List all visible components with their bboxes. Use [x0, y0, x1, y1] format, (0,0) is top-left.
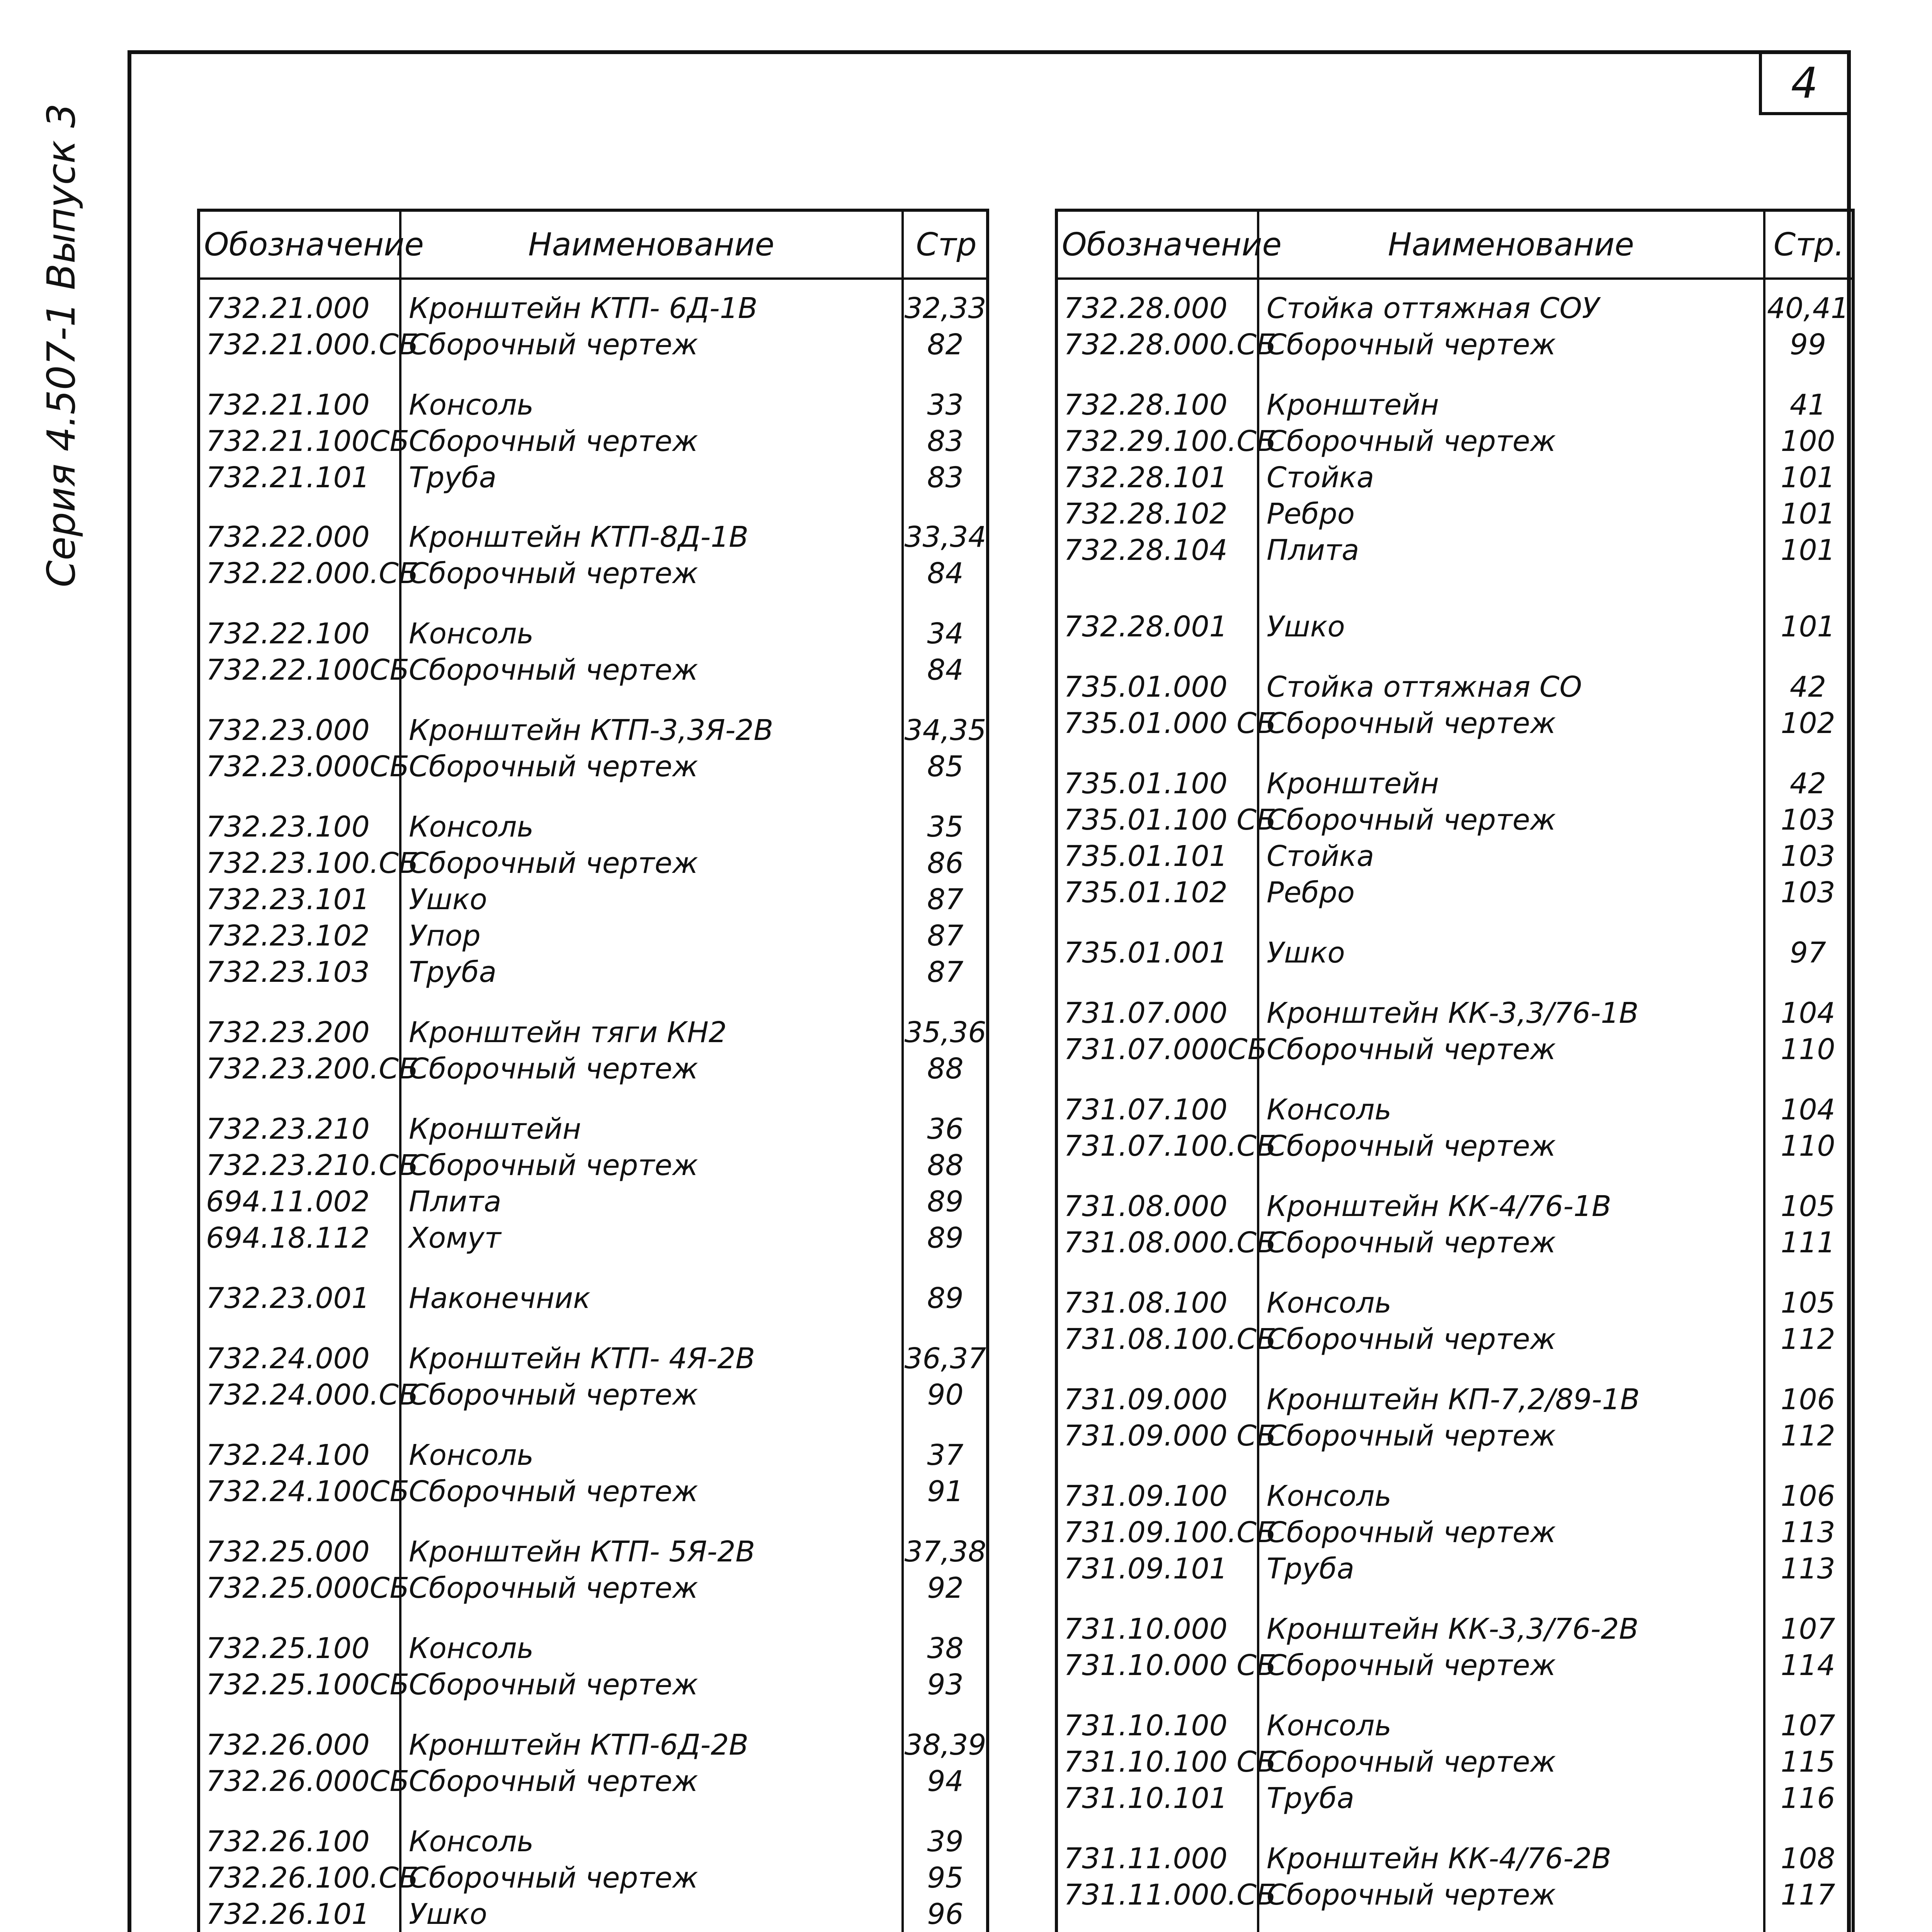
table-row: [200, 1665, 986, 1704]
item-code: 732.28.102: [1064, 497, 1228, 531]
series-label: Серия 4.507-1 Выпуск 3: [39, 103, 84, 587]
item-page: 101: [1781, 534, 1835, 567]
table-row: [200, 386, 986, 424]
item-code: 732.21.000.СБ: [206, 328, 418, 361]
table-row: [200, 458, 986, 497]
item-code: 732.24.100: [206, 1439, 370, 1472]
item-code: 731.08.100.СБ: [1064, 1323, 1276, 1356]
item-page: 40,41: [1767, 292, 1849, 325]
item-page: 82: [927, 328, 964, 361]
item-page: 103: [1781, 840, 1835, 873]
table-row: [1058, 873, 1852, 912]
item-code: 694.11.002: [206, 1185, 370, 1218]
header-code: Обозначение: [204, 226, 424, 263]
item-name: Упор: [409, 919, 481, 952]
contents-table-right: [1055, 209, 1855, 1932]
item-page: 94: [927, 1765, 964, 1798]
item-name: Консоль: [409, 388, 534, 422]
table-row: [200, 1472, 986, 1511]
header-code: Обозначение: [1062, 226, 1282, 263]
item-code: 732.22.100СБ: [206, 653, 410, 687]
item-page: 89: [927, 1221, 964, 1255]
item-name: Сборочный чертеж: [409, 425, 698, 458]
item-code: 732.23.103: [206, 956, 370, 989]
table-row: [1058, 837, 1852, 876]
item-code: 732.22.000.СБ: [206, 557, 418, 590]
item-code: 731.09.000 СБ: [1064, 1419, 1276, 1452]
table-row: [200, 1859, 986, 1897]
item-name: Кронштейн КК-3,3/76-1В: [1267, 997, 1639, 1030]
table-row: [200, 1629, 986, 1668]
table-row: [1058, 1743, 1852, 1781]
item-page: 116: [1781, 1782, 1835, 1815]
table-row: [1058, 458, 1852, 497]
table-row: [200, 289, 986, 328]
item-page: 101: [1781, 497, 1835, 531]
item-code: 731.09.101: [1064, 1552, 1228, 1585]
item-name: Ребро: [1267, 497, 1355, 531]
item-page: 88: [927, 1149, 964, 1182]
item-code: 732.23.000СБ: [206, 750, 410, 783]
item-name: Сборочный чертеж: [409, 1765, 698, 1798]
item-name: Сборочный чертеж: [409, 328, 698, 361]
item-page: 91: [927, 1475, 964, 1508]
item-name: Сборочный чертеж: [409, 1378, 698, 1412]
item-name: Сборочный чертеж: [1267, 707, 1556, 740]
table-row: [200, 1182, 986, 1221]
table-row: [1058, 1706, 1852, 1745]
header-name: Наименование: [1388, 226, 1634, 263]
item-page: 117: [1781, 1878, 1835, 1912]
item-code: 732.25.000СБ: [206, 1571, 410, 1605]
table-row: [200, 1822, 986, 1861]
item-name: Сборочный чертеж: [1267, 1878, 1556, 1912]
item-page: 101: [1781, 461, 1835, 494]
item-page: 90: [927, 1378, 964, 1412]
item-name: Сборочный чертеж: [409, 653, 698, 687]
table-row: [1058, 1127, 1852, 1165]
item-code: 732.21.100: [206, 388, 370, 422]
item-page: 113: [1781, 1516, 1835, 1549]
item-page: 107: [1781, 1709, 1835, 1742]
item-page: 87: [927, 919, 964, 952]
item-code: 732.23.210.СБ: [206, 1149, 418, 1182]
table-row: [200, 953, 986, 992]
table-row: [1058, 764, 1852, 803]
item-code: 731.10.100: [1064, 1709, 1228, 1742]
item-page: 83: [927, 461, 964, 494]
item-page: 84: [927, 557, 964, 590]
item-page: 85: [927, 750, 964, 783]
item-page: 36: [927, 1112, 964, 1146]
table-row: [1058, 1779, 1852, 1818]
item-name: Кронштейн КК-4/76-1В: [1267, 1190, 1612, 1223]
item-code: 732.26.000: [206, 1728, 370, 1762]
item-page: 110: [1781, 1033, 1835, 1066]
item-name: Кронштейн КТП- 5Я-2В: [409, 1535, 755, 1568]
item-name: Сборочный чертеж: [1267, 803, 1556, 837]
item-page: 34,35: [904, 714, 986, 747]
item-name: Сборочный чертеж: [409, 1571, 698, 1605]
item-page: 112: [1781, 1419, 1835, 1452]
item-code: 732.24.100СБ: [206, 1475, 410, 1508]
item-page: 101: [1781, 610, 1835, 643]
table-row: [200, 1436, 986, 1475]
table-row: [200, 1762, 986, 1801]
table-row: [200, 1569, 986, 1607]
table-row: [1058, 289, 1852, 328]
item-code: 694.18.112: [206, 1221, 370, 1255]
item-name: Стойка: [1267, 840, 1374, 873]
table-row: [200, 844, 986, 883]
table-row: [200, 614, 986, 653]
item-name: Сборочный чертеж: [409, 750, 698, 783]
table-row: [1058, 325, 1852, 364]
item-code: 732.21.101: [206, 461, 370, 494]
item-page: 89: [927, 1282, 964, 1315]
item-code: 732.23.000: [206, 714, 370, 747]
item-code: 732.23.210: [206, 1112, 370, 1146]
item-page: 42: [1789, 670, 1827, 704]
item-code: 732.24.000: [206, 1342, 370, 1375]
item-code: 731.07.100.СБ: [1064, 1129, 1276, 1163]
table-row: [200, 747, 986, 786]
item-code: 731.07.000: [1064, 997, 1228, 1030]
table-row: [200, 1339, 986, 1378]
item-code: 732.28.101: [1064, 461, 1228, 494]
item-page: 87: [927, 956, 964, 989]
item-name: Консоль: [409, 1439, 534, 1472]
item-name: Плита: [1267, 534, 1359, 567]
item-code: 731.07.000СБ: [1064, 1033, 1267, 1066]
item-page: 89: [927, 1185, 964, 1218]
item-name: Сборочный чертеж: [409, 557, 698, 590]
table-row: [200, 711, 986, 750]
item-code: 735.01.101: [1064, 840, 1228, 873]
item-page: 111: [1781, 1226, 1835, 1259]
table-row: [1058, 422, 1852, 461]
item-page: 41: [1789, 388, 1827, 422]
table-row: [1058, 495, 1852, 533]
item-page: 106: [1781, 1383, 1835, 1416]
item-name: Кронштейн: [409, 1112, 581, 1146]
item-code: 732.26.101: [206, 1898, 370, 1931]
item-name: Сборочный чертеж: [409, 1668, 698, 1701]
item-name: Кронштейн: [1267, 767, 1439, 800]
item-name: Сборочный чертеж: [1267, 1129, 1556, 1163]
item-page: 38: [927, 1632, 964, 1665]
table-row: [200, 1895, 986, 1932]
item-name: Кронштейн КП-7,2/89-1В: [1267, 1383, 1640, 1416]
item-name: Стойка оттяжная СО: [1267, 670, 1582, 704]
item-code: 731.08.000: [1064, 1190, 1228, 1223]
item-code: 731.07.100: [1064, 1093, 1228, 1126]
item-page: 35,36: [904, 1016, 986, 1049]
item-name: Сборочный чертеж: [409, 1149, 698, 1182]
item-code: 735.01.001: [1064, 936, 1228, 969]
table-row: [1058, 1320, 1852, 1359]
item-page: 100: [1781, 425, 1835, 458]
table-row: [200, 1532, 986, 1571]
item-code: 732.23.200: [206, 1016, 370, 1049]
item-name: Труба: [1267, 1552, 1354, 1585]
table-row: [1058, 531, 1852, 570]
table-row: [1058, 1380, 1852, 1419]
item-page: 33: [927, 388, 964, 422]
item-code: 731.10.101: [1064, 1782, 1228, 1815]
item-name: Труба: [1267, 1782, 1354, 1815]
item-name: Сборочный чертеж: [409, 1475, 698, 1508]
item-page: 113: [1781, 1552, 1835, 1585]
item-code: 731.09.100: [1064, 1480, 1228, 1513]
item-code: 735.01.100 СБ: [1064, 803, 1276, 837]
item-code: 732.21.000: [206, 292, 370, 325]
item-name: Ушко: [1267, 610, 1345, 643]
item-name: Сборочный чертеж: [1267, 1323, 1556, 1356]
item-page: 112: [1781, 1323, 1835, 1356]
header-page: Стр.: [1773, 226, 1845, 263]
item-page: 110: [1781, 1129, 1835, 1163]
item-code: 732.26.100.СБ: [206, 1861, 418, 1895]
item-page: 95: [927, 1861, 964, 1895]
item-name: Наконечник: [409, 1282, 590, 1315]
table-row: [1058, 1839, 1852, 1878]
item-name: Хомут: [409, 1221, 501, 1255]
item-name: Кронштейн КТП- 6Д-1В: [409, 292, 758, 325]
table-row: [1058, 1610, 1852, 1648]
table-row: [200, 554, 986, 593]
item-code: 731.08.000.СБ: [1064, 1226, 1276, 1259]
item-code: 731.10.000 СБ: [1064, 1649, 1276, 1682]
item-code: 735.01.102: [1064, 876, 1228, 909]
item-page: 106: [1781, 1480, 1835, 1513]
item-page: 34: [927, 617, 964, 650]
item-page: 108: [1781, 1842, 1835, 1875]
item-page: 36,37: [904, 1342, 986, 1375]
item-code: 735.01.000 СБ: [1064, 707, 1276, 740]
item-code: 732.23.102: [206, 919, 370, 952]
item-page: 86: [927, 847, 964, 880]
table-row: [200, 1726, 986, 1764]
table-row: [200, 1013, 986, 1052]
item-name: Сборочный чертеж: [1267, 1649, 1556, 1682]
item-page: 99: [1789, 328, 1827, 361]
item-name: Кронштейн КТП-8Д-1В: [409, 520, 749, 554]
table-row: [1058, 934, 1852, 972]
table-row: [200, 518, 986, 556]
item-code: 732.22.000: [206, 520, 370, 554]
item-code: 732.29.100.СБ: [1064, 425, 1276, 458]
item-code: 731.09.000: [1064, 1383, 1228, 1416]
table-row: [1058, 1513, 1852, 1552]
item-page: 93: [927, 1668, 964, 1701]
table-row: [1058, 1417, 1852, 1455]
item-name: Сборочный чертеж: [1267, 1419, 1556, 1452]
table-row: [1058, 1876, 1852, 1914]
item-name: Ребро: [1267, 876, 1355, 909]
item-code: 732.28.001: [1064, 610, 1228, 643]
item-name: Сборочный чертеж: [409, 1052, 698, 1085]
item-name: Сборочный чертеж: [1267, 1033, 1556, 1066]
item-page: 88: [927, 1052, 964, 1085]
item-name: Сборочный чертеж: [1267, 1745, 1556, 1779]
item-name: Консоль: [1267, 1286, 1392, 1320]
item-name: Консоль: [409, 1632, 534, 1665]
item-code: 732.23.100.СБ: [206, 847, 418, 880]
item-page: 83: [927, 425, 964, 458]
table-row: [200, 325, 986, 364]
table-row: [1058, 1090, 1852, 1129]
item-name: Консоль: [409, 810, 534, 844]
item-code: 732.23.001: [206, 1282, 370, 1315]
item-code: 731.10.000: [1064, 1612, 1228, 1646]
item-name: Консоль: [409, 1825, 534, 1858]
item-code: 735.01.000: [1064, 670, 1228, 704]
item-code: 732.23.101: [206, 883, 370, 916]
item-code: 732.24.000.СБ: [206, 1378, 418, 1412]
table-row: [1058, 386, 1852, 424]
table-row: [1058, 704, 1852, 743]
item-code: 731.10.100 СБ: [1064, 1745, 1276, 1779]
item-name: Стойка оттяжная СОУ: [1267, 292, 1600, 325]
item-page: 42: [1789, 767, 1827, 800]
item-page: 96: [927, 1898, 964, 1931]
item-code: 731.08.100: [1064, 1286, 1228, 1320]
sheet-number: 4: [1759, 54, 1847, 115]
table-row: [200, 917, 986, 955]
item-code: 732.23.200.СБ: [206, 1052, 418, 1085]
item-page: 92: [927, 1571, 964, 1605]
item-name: Кронштейн КК-4/76-2В: [1267, 1842, 1612, 1875]
item-name: Сборочный чертеж: [1267, 328, 1556, 361]
table-row: [200, 1376, 986, 1414]
item-name: Стойка: [1267, 461, 1374, 494]
table-row: [200, 1279, 986, 1318]
item-code: 732.23.100: [206, 810, 370, 844]
item-page: 107: [1781, 1612, 1835, 1646]
item-name: Кронштейн КК-3,3/76-2В: [1267, 1612, 1639, 1646]
item-code: 732.21.100СБ: [206, 425, 410, 458]
item-page: 104: [1781, 997, 1835, 1030]
item-name: Сборочный чертеж: [1267, 1516, 1556, 1549]
item-page: 105: [1781, 1190, 1835, 1223]
item-name: Ушко: [409, 883, 487, 916]
item-name: Кронштейн: [1267, 388, 1439, 422]
item-name: Сборочный чертеж: [1267, 1226, 1556, 1259]
item-code: 732.28.000: [1064, 292, 1228, 325]
item-name: Плита: [409, 1185, 502, 1218]
item-code: 732.22.100: [206, 617, 370, 650]
item-page: 115: [1781, 1745, 1835, 1779]
table-row: [200, 1146, 986, 1185]
header-separator: [1058, 277, 1852, 280]
table-row: [200, 422, 986, 461]
table-row: [1058, 1223, 1852, 1262]
header-separator: [200, 277, 986, 280]
item-name: Консоль: [1267, 1709, 1392, 1742]
item-page: 102: [1781, 707, 1835, 740]
item-code: 732.25.100СБ: [206, 1668, 410, 1701]
item-name: Сборочный чертеж: [1267, 425, 1556, 458]
table-row: [200, 651, 986, 689]
item-code: 735.01.100: [1064, 767, 1228, 800]
item-name: Сборочный чертеж: [409, 1861, 698, 1895]
item-code: 731.11.000: [1064, 1842, 1228, 1875]
table-row: [1058, 994, 1852, 1032]
item-page: 39: [927, 1825, 964, 1858]
table-row: [200, 1219, 986, 1257]
table-row: [1058, 1284, 1852, 1322]
table-row: [200, 880, 986, 919]
table-row: [1058, 1646, 1852, 1685]
item-page: 84: [927, 653, 964, 687]
item-page: 35: [927, 810, 964, 844]
table-row: [1058, 801, 1852, 839]
table-row: [1058, 1477, 1852, 1515]
item-name: Консоль: [409, 617, 534, 650]
item-name: Труба: [409, 461, 497, 494]
item-page: 105: [1781, 1286, 1835, 1320]
item-name: Ушко: [409, 1898, 487, 1931]
item-page: 38,39: [904, 1728, 986, 1762]
table-row: [1058, 1187, 1852, 1226]
item-code: 732.28.104: [1064, 534, 1228, 567]
item-code: 732.28.000.СБ: [1064, 328, 1276, 361]
item-page: 37,38: [904, 1535, 986, 1568]
table-row: [1058, 1030, 1852, 1069]
item-page: 97: [1789, 936, 1827, 969]
item-name: Кронштейн КТП-3,3Я-2В: [409, 714, 774, 747]
item-code: 732.25.000: [206, 1535, 370, 1568]
table-row: [1058, 1549, 1852, 1588]
item-page: 104: [1781, 1093, 1835, 1126]
item-code: 731.09.100.СБ: [1064, 1516, 1276, 1549]
item-code: 732.28.100: [1064, 388, 1228, 422]
item-code: 732.25.100: [206, 1632, 370, 1665]
table-row: [200, 1049, 986, 1088]
item-name: Консоль: [1267, 1480, 1392, 1513]
item-name: Ушко: [1267, 936, 1345, 969]
item-page: 32,33: [904, 292, 986, 325]
item-name: Консоль: [1267, 1093, 1392, 1126]
item-name: Кронштейн тяги КН2: [409, 1016, 727, 1049]
item-page: 114: [1781, 1649, 1835, 1682]
table-row: [200, 808, 986, 846]
item-page: 33,34: [904, 520, 986, 554]
header-page: Стр: [916, 226, 977, 263]
item-page: 103: [1781, 803, 1835, 837]
item-code: 731.11.000.СБ: [1064, 1878, 1276, 1912]
contents-table-left: [197, 209, 989, 1932]
header-name: Наименование: [528, 226, 775, 263]
item-name: Труба: [409, 956, 497, 989]
item-code: 732.26.000СБ: [206, 1765, 410, 1798]
item-name: Кронштейн КТП- 4Я-2В: [409, 1342, 755, 1375]
item-page: 37: [927, 1439, 964, 1472]
item-page: 87: [927, 883, 964, 916]
table-row: [200, 1110, 986, 1148]
item-name: Сборочный чертеж: [409, 847, 698, 880]
item-code: 732.26.100: [206, 1825, 370, 1858]
table-row: [1058, 668, 1852, 706]
item-name: Кронштейн КТП-6Д-2В: [409, 1728, 749, 1762]
item-page: 103: [1781, 876, 1835, 909]
table-row: [1058, 607, 1852, 646]
